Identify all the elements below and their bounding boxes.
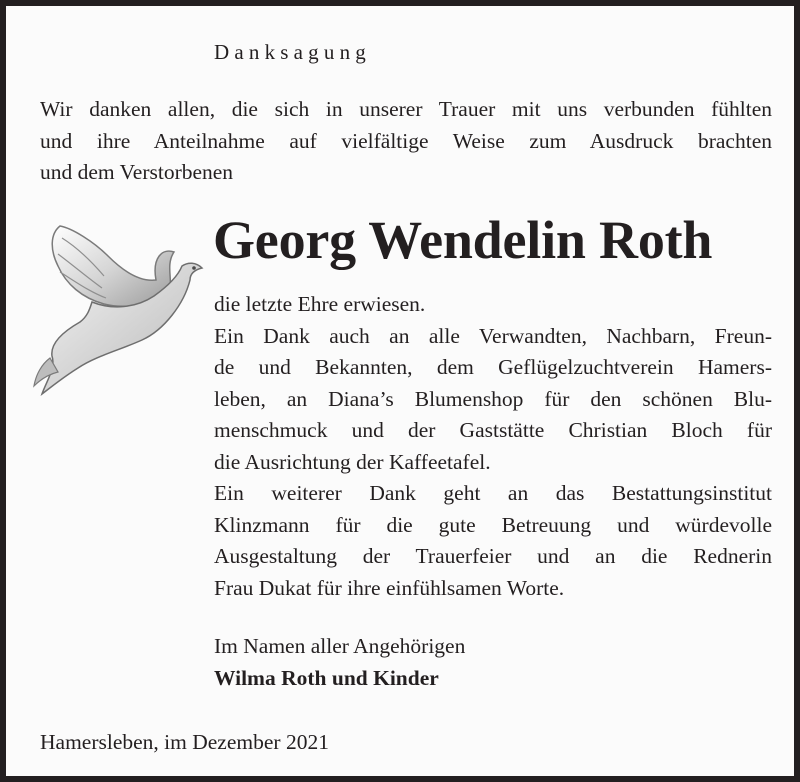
body-line: Ein weiterer Dank geht an das Bestattungsinstitut	[214, 481, 772, 505]
dove-icon	[32, 218, 204, 398]
signoff-line: Im Namen aller Angehörigen	[214, 634, 466, 658]
body-line: die letzte Ehre erwiesen.	[214, 292, 426, 316]
body-line: Ein Dank auch an alle Verwandten, Nachbarn, Freun-	[214, 323, 772, 348]
place-date: Hamersleben, im Dezember 2021	[40, 730, 329, 754]
intro-paragraph	[40, 94, 772, 189]
signoff	[214, 631, 465, 694]
intro-line: Wir danken allen, die sich in unserer Trauer mit uns verbunden fühlten	[40, 97, 772, 121]
body-line: de und Bekannten, dem Geflügelzuchtverein Hamers-	[214, 355, 772, 379]
body-paragraph	[214, 289, 772, 604]
notice-heading: Danksagung	[214, 40, 371, 64]
body-line: Ausgestaltung der Trauerfeier und an die Rednerin	[214, 544, 772, 568]
body-line: Klinzmann für die gute Betreuung und würdevolle	[214, 512, 772, 537]
deceased-name: Georg Wendelin Roth	[213, 210, 713, 270]
body-line: menschmuck und der Gaststätte Christian Bloch für	[214, 418, 772, 442]
intro-line: und dem Verstorbenen	[40, 160, 234, 184]
body-line: leben, an Diana’s Blumenshop für den schönen Blu-	[214, 386, 772, 411]
body-line: die Ausrichtung der Kaffeetafel.	[214, 449, 491, 474]
intro-line: und ihre Anteilnahme auf vielfältige Weise zum Ausdruck brachten	[40, 128, 772, 153]
body-line: Frau Dukat für ihre einfühlsamen Worte.	[214, 575, 565, 600]
signature: Wilma Roth und Kinder	[214, 665, 439, 690]
